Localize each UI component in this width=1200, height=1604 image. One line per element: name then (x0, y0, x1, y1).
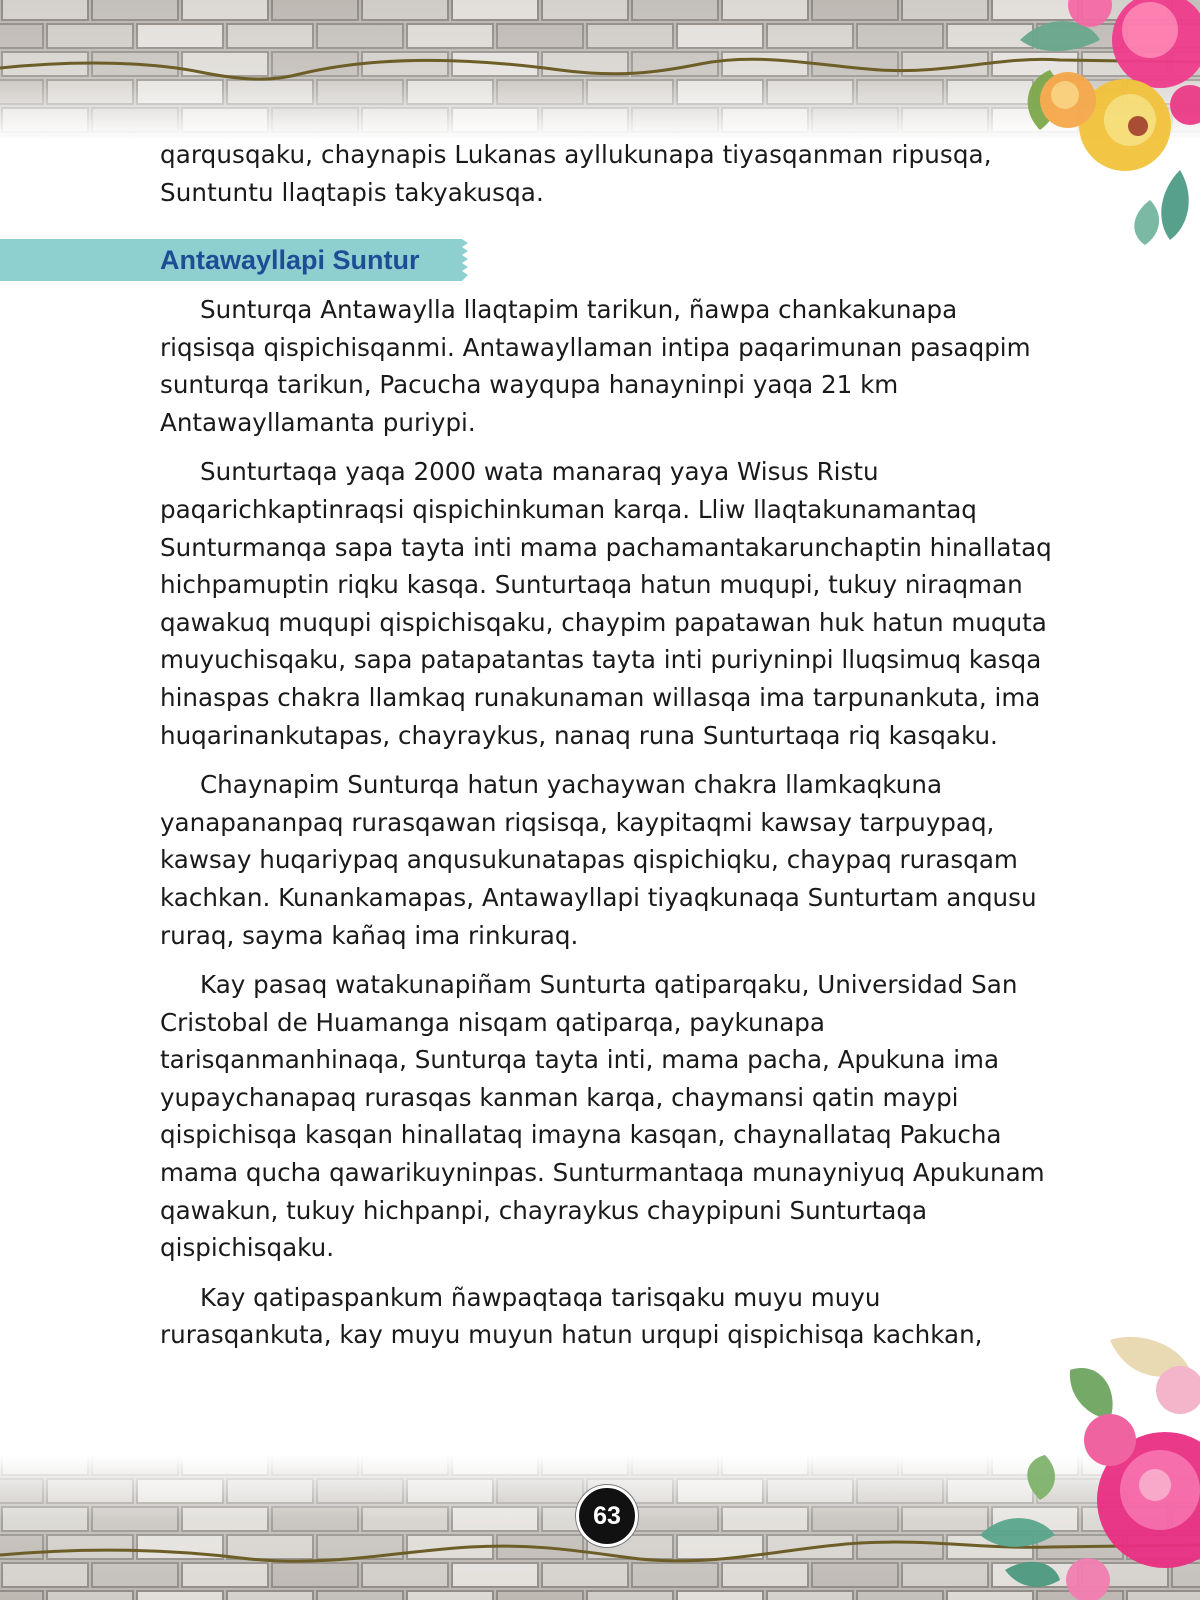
paragraph: Sunturtaqa yaqa 2000 wata manaraq yaya Wisus Ristu paqarichkaptinraqsi qispichinkuman karqa. Lliw llaqtakunamantaq Sunturmanqa sapa tayta inti mama pachamantakarunchaptin hinallataq hichpamuptin riqku kasqa. Sunturtaqa hatun muqupi, tukuy niraqman qawakuq muqupi qispichisqaku, chaypim papatawan huk hatun muquta muyuchisqaku, sapa patapatantas tayta inti puriyninpi lluqsimuq kasqa hinaspas chakra llamkaq runakunaman willasqa ima tarpunankuta, ima huqarinankutapas, chayraykus, nanaq runa Sunturtaqa riq kasqaku. (160, 457, 1052, 750)
intro-paragraph: qarqusqaku, chaynapis Lukanas ayllukunapa tiyasqanman ripusqa, Suntuntu llaqtapis takyakusqa. (160, 140, 992, 207)
paragraph: Kay pasaq watakunapiñam Sunturta qatiparqaku, Universidad San Cristobal de Huamanga nisqam qatiparqa, paykunapa tarisqanmanhinaqa, Sunturqa tayta inti, mama pacha, Apukuna ima yupaychanapaq rurasqas kanman karqa, chaymansi qatin maypi qispichisqa kasqan hinallataq imayna kasqan, chaynallataq Pakucha mama qucha qawarikuyninpas. Sunturmantaqa munayniyuq Apukunam qawakun, tukuy hichpanpi, chayraykus chaypipuni Sunturtaqa qispichisqaku. (160, 970, 1045, 1263)
section-body (160, 291, 1055, 1366)
section-heading: Antawayllapi Suntur (160, 245, 420, 275)
page-number-badge: 63 (576, 1485, 638, 1547)
paragraph: Chaynapim Sunturqa hatun yachaywan chakra llamkaqkuna yanapananpaq rurasqawan riqsisqa, kaypitaqmi kawsay tarpuypaq, kawsay huqariypaq anqusukunatapas qispichiqku, chaypaq rurasqam kachkan. Kunankamapas, Antawayllapi tiyaqkunaqa Sunturtam anqusu ruraq, sayma kañaq ima rinkuraq. (160, 770, 1037, 950)
page-body-top (160, 136, 1055, 211)
paragraph: Kay qatipaspankum ñawpaqtaqa tarisqaku muyu muyu rurasqankuta, kay muyu muyun hatun urqupi qispichisqa kachkan, (160, 1282, 983, 1350)
paragraph: Sunturqa Antawaylla llaqtapim tarikun, ñawpa chankakunapa riqsisqa qispichisqanmi. Antawayllaman intipa paqarimunan pasaqpim sunturqa tarikun, Pacucha wayqupa hanayninpi yaqa 21 km Antawayllamanta puriypi. (160, 295, 1031, 437)
bottom-flower-decoration (960, 1330, 1200, 1600)
